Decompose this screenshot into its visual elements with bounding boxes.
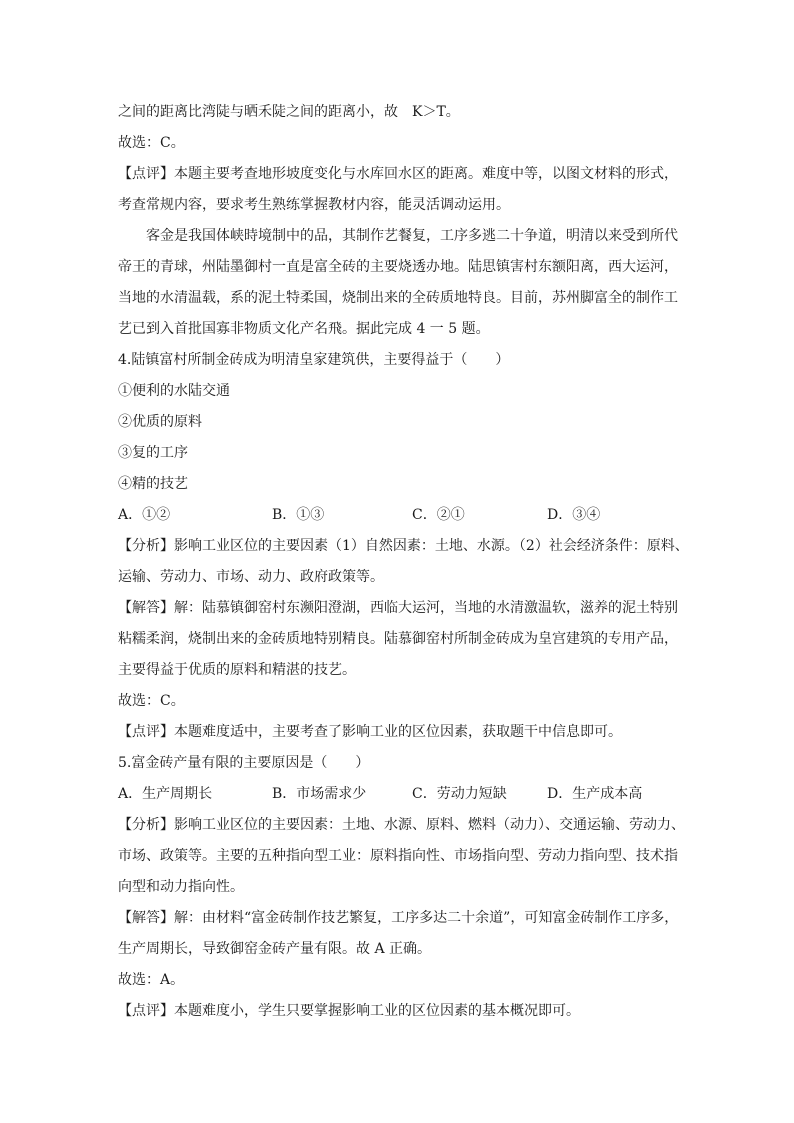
answer-line: 故选：C。	[118, 135, 185, 151]
solution-line: 生产周期长，导致御窑金砖产量有限。故 A 正确。	[118, 941, 432, 957]
solution-line: 主要得益于优质的原料和精湛的技艺。	[118, 662, 356, 678]
analysis-line: 市场、政策等。主要的五种指向型工业：原料指向性、市场指向型、劳动力指向型、技术指	[118, 848, 678, 864]
analysis-line: 【分析】影响工业区位的主要因素（1）自然因素：土地、水源。（2）社会经济条件：原料、	[118, 538, 689, 554]
solution-line: 【解答】解：陆慕镇御窑村东濒阳澄湖，西临大运河，当地的水清激温软，滋养的泥土特别	[118, 600, 678, 616]
analysis-line: 向型和动力指向性。	[118, 879, 244, 895]
statement-item: ④精的技艺	[118, 476, 188, 492]
question-4-stem: 4.陆镇富村所制金砖成为明清皇家建筑供，主要得益于（ ）	[118, 352, 510, 368]
text-line: 之间的距离比湾陡与晒禾陡之间的距离小，故 K＞T。	[118, 104, 460, 120]
q5-option-b: B．市场需求少	[272, 786, 367, 802]
statement-item: ③复的工序	[118, 445, 188, 461]
comment-line: 【点评】本题难度小，学生只要掌握影响工业的区位因素的基本概况即可。	[118, 1003, 580, 1019]
statement-item: ①便利的水陆交通	[118, 383, 230, 399]
answer-line: 故选：C。	[118, 693, 185, 709]
comment-line: 【点评】本题难度适中，主要考查了影响工业的区位因素，获取题干中信息即可。	[118, 724, 622, 740]
q5-option-a: A．生产周期长	[118, 786, 213, 802]
q4-option-a: A．①②	[118, 507, 171, 523]
question-5-stem: 5.富金砖产量有限的主要原因是（ ）	[118, 755, 370, 771]
comment-line: 【点评】本题主要考查地形坡度变化与水库回水区的距离。难度中等，以图文材料的形式，	[118, 166, 678, 182]
answer-line: 故选：A。	[118, 972, 185, 988]
statement-item: ②优质的原料	[118, 414, 202, 430]
q4-option-d: D．③④	[547, 507, 601, 523]
q5-option-c: C．劳动力短缺	[412, 786, 507, 802]
analysis-line: 运输、劳动力、市场、动力、政府政策等。	[118, 569, 384, 585]
analysis-line: 【分析】影响工业区位的主要因素：土地、水源、原料、燃料（动力）、交通运输、劳动力、	[118, 817, 685, 833]
passage-line: 客金是我国体峡時境制中的品，其制作艺餐复，工序多逃二十争道，明清以来受到所代	[146, 228, 678, 244]
q5-option-d: D．生产成本高	[547, 786, 643, 802]
passage-line: 艺已到入首批国寡非物质文化产名飛。据此完成 4 一 5 题。	[118, 321, 490, 337]
passage-line: 帝王的青球，州陆墨御村一直是富全砖的主要烧透办地。陆思镇害村东额阳离，西大运河，	[118, 259, 678, 275]
text-line: 考查常规内容，要求考生熟练掌握教材内容，能灵活调动运用。	[118, 197, 510, 213]
passage-line: 当地的水清温载，系的泥土特柔国，烧制出来的全砖质地特良。目前，苏州脚富全的制作工	[118, 290, 678, 306]
q4-option-c: C．②①	[412, 507, 465, 523]
solution-line: 【解答】解：由材料“富金砖制作技艺繁复，工序多达二十余道”，可知富金砖制作工序多，	[118, 910, 679, 926]
solution-line: 粘糯柔润，烧制出来的金砖质地特别精良。陆慕御窑村所制金砖成为皇宫建筑的专用产品，	[118, 631, 678, 647]
q4-option-b: B．①③	[272, 507, 325, 523]
